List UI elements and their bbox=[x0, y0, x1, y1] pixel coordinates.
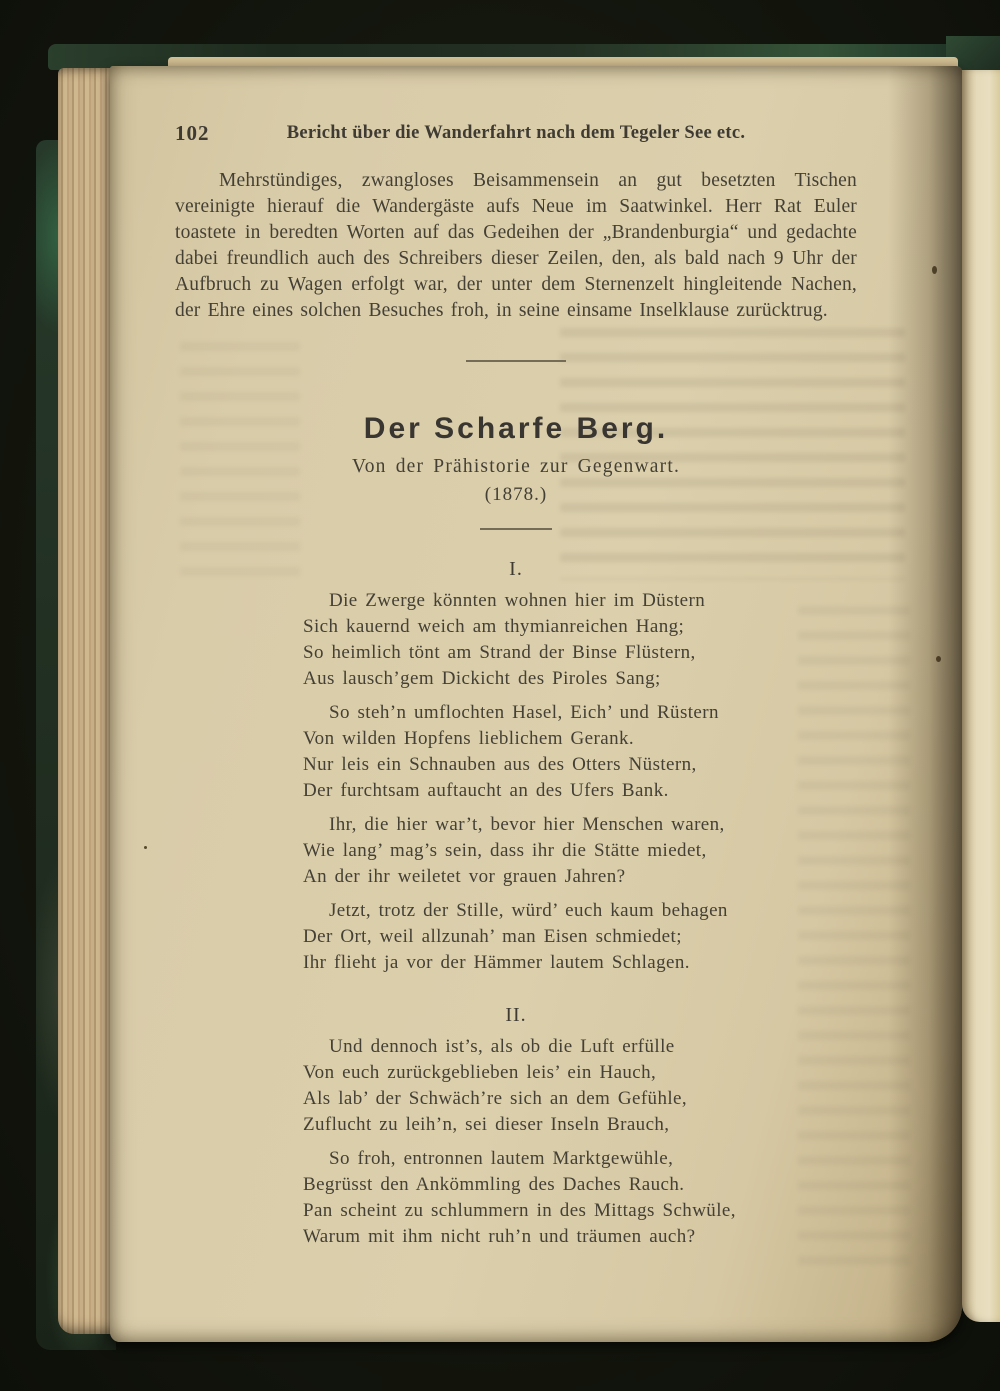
stanza bbox=[303, 588, 857, 692]
stanza bbox=[303, 1146, 857, 1250]
running-header: Bericht über die Wanderfahrt nach dem Tegeler See etc. bbox=[286, 123, 746, 143]
book-page bbox=[110, 66, 962, 1342]
poem-line: Die Zwerge könnten wohnen hier im Düstern bbox=[329, 590, 706, 611]
poem-line: Der furchtsam auftaucht an des Ufers Bank. bbox=[303, 780, 669, 801]
poem-stanzas bbox=[175, 588, 857, 976]
poem-line: So steh’n umflochten Hasel, Eich’ und Rüstern bbox=[329, 702, 719, 723]
poem-line: Sich kauernd weich am thymianreichen Hang; bbox=[303, 616, 685, 637]
paper-speck bbox=[936, 656, 941, 662]
poem-line: Zuflucht zu leih’n, sei dieser Inseln Brauch, bbox=[303, 1114, 670, 1135]
page-header bbox=[175, 123, 857, 149]
poem-year: (1878.) bbox=[484, 484, 548, 505]
separator-rule bbox=[480, 528, 552, 530]
poem-line: Warum mit ihm nicht ruh’n und träumen auch? bbox=[303, 1226, 696, 1247]
page-stack-fore-edge bbox=[58, 68, 112, 1334]
poem-sections bbox=[175, 558, 857, 1250]
poem-line: Und dennoch ist’s, als ob die Luft erfülle bbox=[329, 1036, 675, 1057]
poem-line: Ihr flieht ja vor der Hämmer lautem Schlagen. bbox=[303, 952, 690, 973]
poem-line: Nur leis ein Schnauben aus des Otters Nüstern, bbox=[303, 754, 697, 775]
paper-speck bbox=[144, 846, 147, 849]
section-numeral: II. bbox=[505, 1004, 527, 1026]
poem-line: Von euch zurückgeblieben leis’ ein Hauch, bbox=[303, 1062, 657, 1083]
poem-line: So froh, entronnen lautem Marktgewühle, bbox=[329, 1148, 674, 1169]
poem-line: Von wilden Hopfens lieblichem Gerank. bbox=[303, 728, 635, 749]
page-content bbox=[175, 123, 857, 1258]
stanza bbox=[303, 1034, 857, 1138]
poem-line: Der Ort, weil allzunah’ man Eisen schmiedet; bbox=[303, 926, 682, 947]
poem-line: An der ihr weiletet vor grauen Jahren? bbox=[303, 866, 626, 887]
paper-speck bbox=[932, 266, 937, 274]
facing-page-edge bbox=[962, 70, 1000, 1322]
poem-line: Als lab’ der Schwäch’re sich an dem Gefühle, bbox=[303, 1088, 688, 1109]
poem-subtitle: Von der Prähistorie zur Gegenwart. bbox=[351, 456, 681, 477]
poem-title: Der Scharfe Berg. bbox=[363, 412, 669, 445]
intro-paragraph: Mehrstündiges, zwangloses Beisammensein an gut besetzten Tischen vereinigte hierauf die Wandergäste aufs Neue im Saatwinkel. Herr Rat Euler toastete in beredten Worten auf das Gedeihen der „Brandenburgia“ und gedachte dabei freundlich auch des Schreibers dieser Zeilen, den, als bald nach 9 Uhr der Aufbruch zu Wagen erfolgt war, der unter dem Sternenzelt hingleitende Nachen, der Ehre eines solchen Besuches froh, in seine einsame Inselklause zurücktrug. bbox=[175, 170, 857, 321]
poem-line: Wie lang’ mag’s sein, dass ihr die Stätte miedet, bbox=[303, 840, 707, 861]
stanza bbox=[303, 898, 857, 976]
poem-line: Ihr, die hier war’t, bevor hier Menschen waren, bbox=[329, 814, 725, 835]
poem-line: Jetzt, trotz der Stille, würd’ euch kaum behagen bbox=[329, 900, 728, 921]
page-number: 102 bbox=[175, 121, 210, 145]
poem-stanzas bbox=[175, 1034, 857, 1250]
stanza bbox=[303, 700, 857, 804]
separator-rule bbox=[466, 360, 566, 362]
poem-line: Pan scheint zu schlummern in des Mittags Schwüle, bbox=[303, 1200, 736, 1221]
poem-line: So heimlich tönt am Strand der Binse Flüstern, bbox=[303, 642, 696, 663]
stanza bbox=[303, 812, 857, 890]
poem-line: Aus lausch’gem Dickicht des Piroles Sang; bbox=[303, 668, 661, 689]
poem-line: Begrüsst den Ankömmling des Daches Rauch. bbox=[303, 1174, 685, 1195]
section-numeral: I. bbox=[509, 558, 523, 580]
